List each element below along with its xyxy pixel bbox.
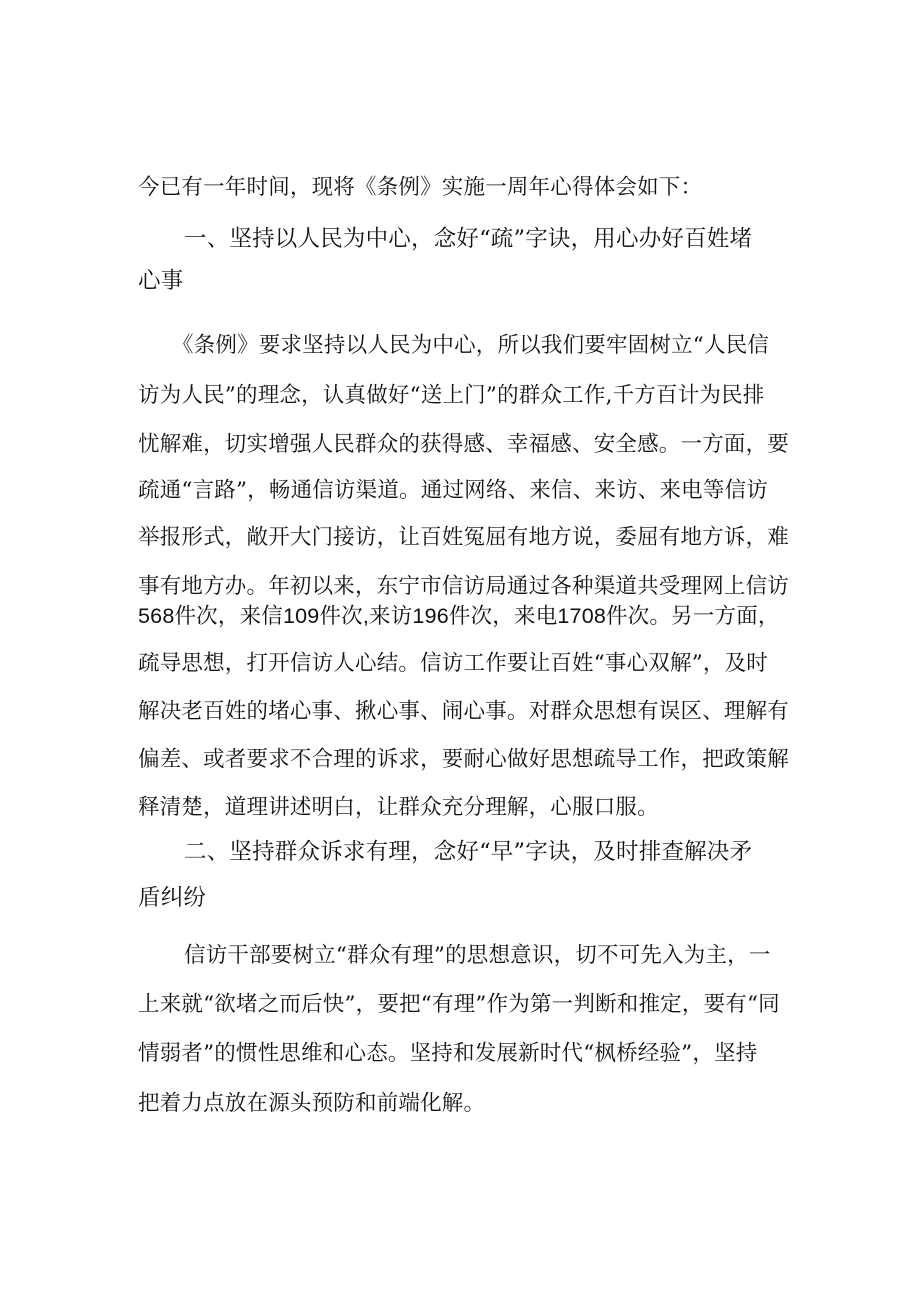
paragraph-2-line: 情弱者”的惯性思维和心态。坚持和发展新时代“枫桥经验”，坚持 — [138, 1041, 758, 1066]
paragraph-1-line: 释清楚，道理讲述明白，让群众充分理解，心服口服。 — [138, 795, 659, 820]
section-heading-1: 一、坚持以人民为中心，念好“疏”字诀，用心办好百姓堵 — [184, 226, 753, 252]
paragraph-2-line: 把着力点放在源头预防和前端化解。 — [138, 1091, 486, 1116]
paragraph-1-line: 568件次，来信109件次,来访196件次，来电1708件次。另一方面， — [138, 604, 780, 628]
paragraph-1-line: 偏差、或者要求不合理的诉求，要耐心做好思想疏导工作，把政策解 — [138, 747, 790, 772]
body-text-line: 今已有一年时间，现将《条例》实施一周年心得体会如下： — [138, 175, 703, 200]
paragraph-1-line: 访为人民”的理念，认真做好“送上门”的群众工作,千方百计为民排 — [138, 383, 765, 408]
paragraph-1-line: 忧解难，切实增强人民群众的获得感、幸福感、安全感。一方面，要 — [138, 432, 790, 457]
section-heading-1-cont: 心事 — [138, 268, 184, 294]
paragraph-1-line: 疏通“言路”，畅通信访渠道。通过网络、来信、来访、来电等信访 — [138, 478, 768, 503]
paragraph-1-line: 疏导思想，打开信访人心结。信访工作要让百姓“事心双解”，及时 — [138, 651, 768, 676]
paragraph-2-line: 上来就“欲堵之而后快”，要把“有理”作为第一判断和推定，要有“同 — [138, 992, 780, 1017]
paragraph-1-line: 解决老百姓的堵心事、揪心事、闹心事。对群众思想有误区、理解有 — [138, 699, 790, 724]
section-heading-2: 二、坚持群众诉求有理，念好“早”字诀，及时排查解决矛 — [184, 839, 753, 865]
section-heading-2-cont: 盾纠纷 — [138, 885, 207, 911]
paragraph-1-line: 《条例》要求坚持以人民为中心，所以我们要牢固树立“人民信 — [172, 333, 770, 358]
paragraph-2-line: 信访干部要树立“群众有理”的思想意识，切不可先入为主，一 — [184, 943, 771, 968]
paragraph-1-line: 举报形式，敞开大门接访，让百姓冤屈有地方说，委屈有地方诉，难 — [138, 525, 790, 550]
paragraph-1-line: 事有地方办。年初以来，东宁市信访局通过各种渠道共受理网上信访 — [138, 574, 790, 599]
